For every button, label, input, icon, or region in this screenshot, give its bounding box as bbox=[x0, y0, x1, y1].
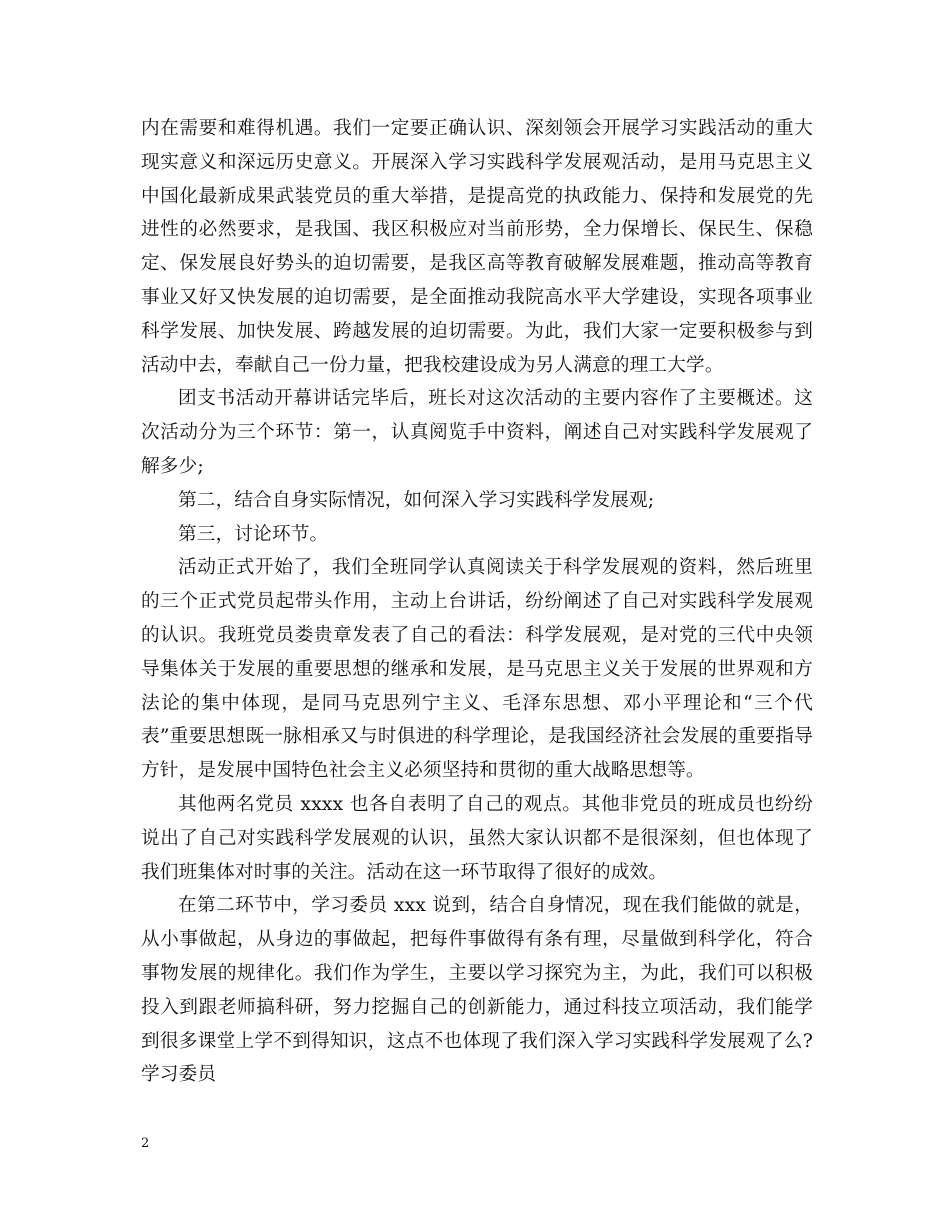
paragraph-5: 活动正式开始了，我们全班同学认真阅读关于科学发展观的资料，然后班里的三个正式党员起带头作用，主动上台讲话，纷纷阐述了自己对实践科学发展观的认识。我班党员娄贵章发表了自己的看法：科学发展观，是对党的三代中央领导集体关于发展的重要思想的继承和发展，是马克思主义关于发展的世界观和方法论的集中体现，是同马克思列宁主义、毛泽东思想、邓小平理论和“三个代表”重要思想既一脉相承又与时俱进的科学理论，是我国经济社会发展的重要指导方针，是发展中国特色社会主义必须坚持和贯彻的重大战略思想等。 bbox=[141, 557, 813, 782]
page-number: 2 bbox=[141, 1136, 150, 1151]
paragraph-6: 其他两名党员 xxxx 也各自表明了自己的观点。其他非党员的班成员也纷纷说出了自己对实践科学发展观的认识，虽然大家认识都不是很深刻，但也体现了我们班集体对时事的关注。活动在这一环节取得了很好的成效。 bbox=[141, 793, 813, 883]
paragraph-2: 团支书活动开幕讲话完毕后，班长对这次活动的主要内容作了主要概述。这次活动分为三个环节：第一，认真阅览手中资料，阐述自己对实践科学发展观了解多少; bbox=[141, 388, 813, 477]
paragraph-4: 第三，讨论环节。 bbox=[178, 523, 329, 545]
paragraph-1: 内在需要和难得机遇。我们一定要正确认识、深刻领会开展学习实践活动的重大现实意义和深远历史意义。开展深入学习实践科学发展观活动，是用马克思主义中国化最新成果武装党员的重大举措，是提高党的执政能力、保持和发展党的先进性的必然要求，是我国、我区积极应对当前形势，全力保增长、保民生、保稳定、保发展良好势头的迫切需要，是我区高等教育破解发展难题，推动高等教育事业又好又快发展的迫切需要，是全面推动我院高水平大学建设，实现各项事业科学发展、加快发展、跨越发展的迫切需要。为此，我们大家一定要积极参与到活动中去，奉献自己一份力量，把我校建设成为另人满意的理工大学。 bbox=[141, 118, 813, 376]
paragraph-7: 在第二环节中，学习委员 xxx 说到，结合自身情况，现在我们能做的就是，从小事做起，从身边的事做起，把每件事做得有条有理，尽量做到科学化，符合事物发展的规律化。我们作为学生，主要以学习探究为主，为此，我们可以积极投入到跟老师搞科研，努力挖掘自己的创新能力，通过科技立项活动，我们能学到很多课堂上学不到得知识，这点不也体现了我们深入学习实践科学发展观了么?学习委员 bbox=[141, 895, 813, 1086]
document-body bbox=[141, 112, 813, 1092]
paragraph-3: 第二，结合自身实际情况，如何深入学习实践科学发展观; bbox=[178, 489, 655, 511]
